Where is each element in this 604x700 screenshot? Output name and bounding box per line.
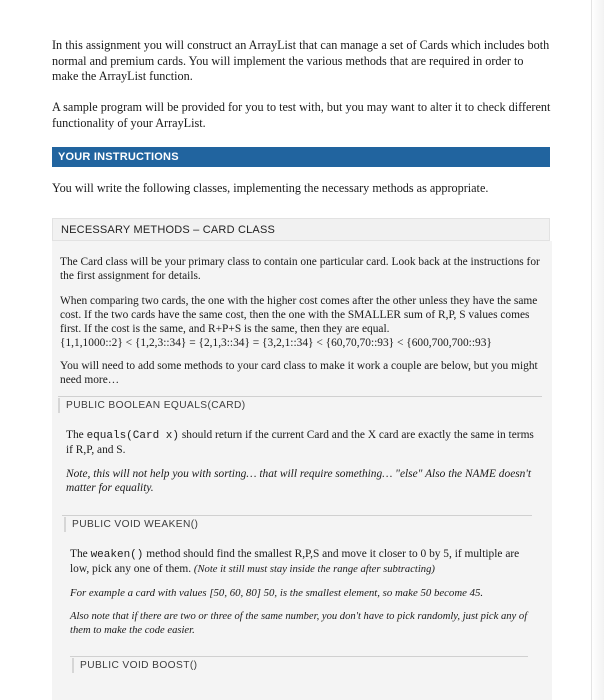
equals-description xyxy=(66,428,540,457)
weaken-description xyxy=(70,547,540,577)
weaken-note: Also note that if there are two or three of the same number, you don't have to pick randomly, just pick any of them to make the code easier. xyxy=(70,611,528,636)
weaken-lead: The xyxy=(70,548,91,560)
weaken-range-note: (Note it still must stay inside the range after subtracting) xyxy=(193,564,435,575)
intro-paragraph-2: A sample program will be provided for you to test with, but you may want to alter it to check different functionality of your ArrayList. xyxy=(52,100,551,130)
weaken-header-rule xyxy=(62,515,532,516)
card-class-section xyxy=(52,241,552,700)
equals-note: Note, this will not help you with sorting… that will require something… "else" Also the NAME doesn't matter for equality. xyxy=(66,468,531,494)
equals-lead: The xyxy=(66,429,87,441)
card-class-paragraph-3: You will need to add some methods to your card class to make it work a couple are below, but you might need more… xyxy=(60,360,538,386)
boost-method-header: PUBLIC VOID BOOST() xyxy=(72,658,272,673)
page-edge xyxy=(591,0,604,700)
equals-method-header: PUBLIC BOOLEAN EQUALS(CARD) xyxy=(58,398,258,413)
weaken-description-text: method should find the smallest R,P,S and move it closer to 0 by 5, if multiple are low, pick any one of them. xyxy=(70,548,520,575)
card-class-paragraph-1: The Card class will be your primary class to contain one particular card. Look back at the instructions for the first assignment for details. xyxy=(60,256,540,282)
equals-code: equals(Card x) xyxy=(86,430,179,442)
instructions-text: You will write the following classes, implementing the necessary methods as appropriate. xyxy=(52,181,489,195)
weaken-method-header: PUBLIC VOID WEAKEN() xyxy=(64,517,264,532)
boost-header-rule xyxy=(70,656,528,657)
instructions-banner: YOUR INSTRUCTIONS xyxy=(52,147,550,167)
equals-description-text: should return if the current Card and the X card are exactly the same in terms if R,P, and S. xyxy=(66,429,534,456)
intro-paragraph-1: In this assignment you will construct an ArrayList that can manage a set of Cards which includes both normal and premium cards. You will implement the various methods that are required in order to make the ArrayList function. xyxy=(52,38,550,84)
equals-header-rule xyxy=(58,396,542,397)
card-class-header: NECESSARY METHODS – CARD CLASS xyxy=(52,218,550,241)
weaken-code: weaken() xyxy=(90,549,144,561)
card-class-paragraph-2: When comparing two cards, the one with the higher cost comes after the other unless they have the same cost. If the two cards have the same cost, then the one with the SMALLER sum of R,P, S values comes first. If the cost is the same, and R+P+S is the same, then they are equal. xyxy=(60,295,538,335)
weaken-example: For example a card with values [50, 60, 80] 50, is the smallest element, so make 50 become 45. xyxy=(70,587,484,599)
card-class-comparison-example: {1,1,1000::2} < {1,2,3::34} = {2,1,3::34} = {3,2,1::34} < {60,70,70::93} < {600,700,700::93} xyxy=(60,337,492,349)
